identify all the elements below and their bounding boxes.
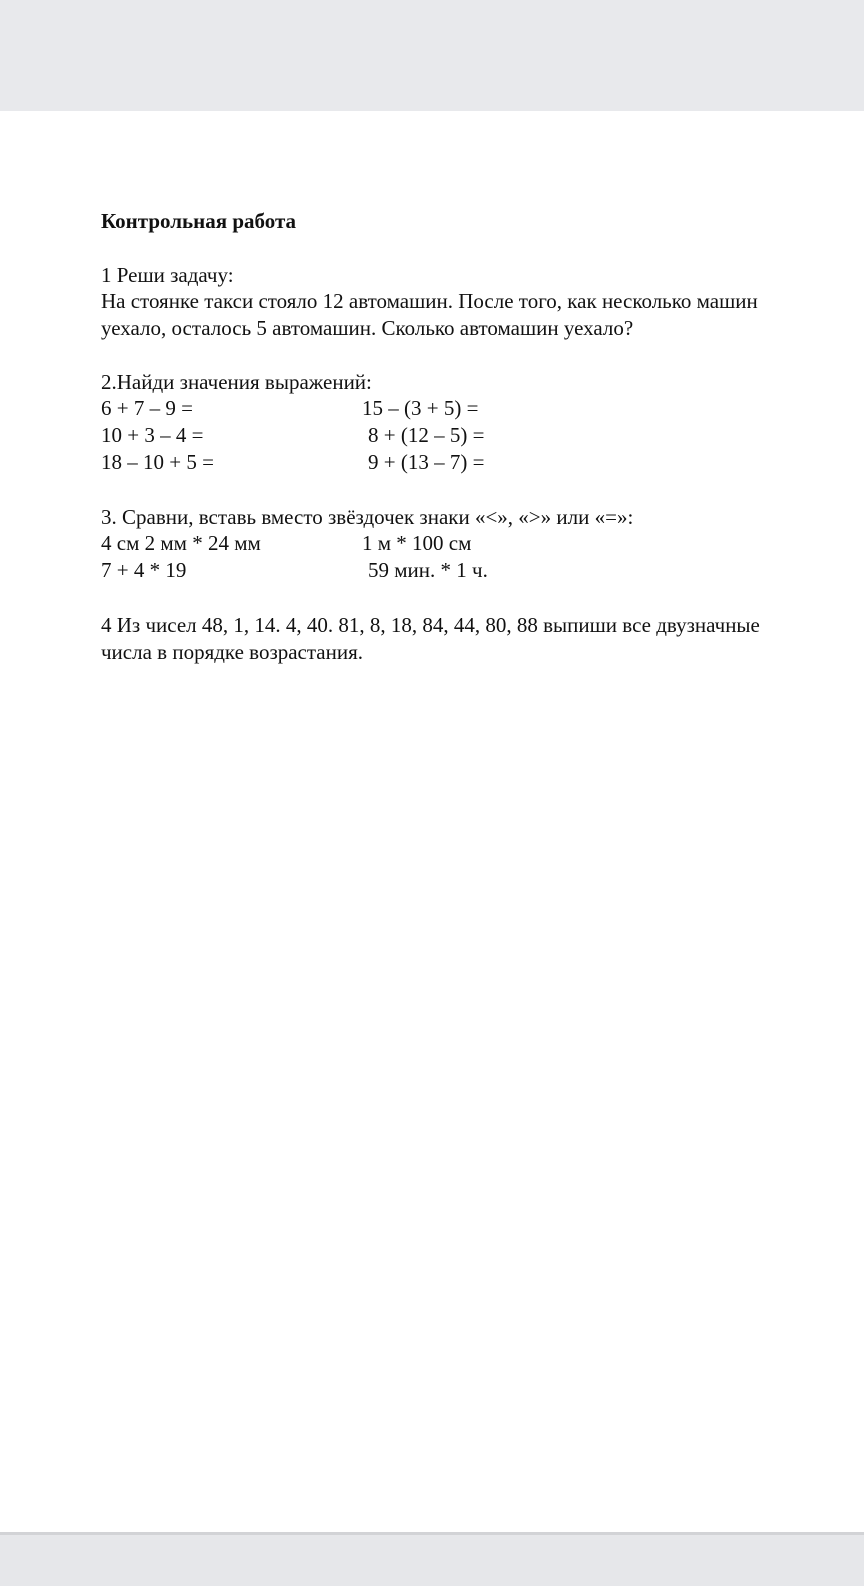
task2-left-1: 6 + 7 – 9 = — [101, 396, 193, 420]
task2-heading: 2.Найди значения выражений: — [101, 370, 372, 394]
task4-text-line2: числа в порядке возрастания. — [101, 640, 364, 664]
task3-left-1: 4 см 2 мм * 24 мм — [101, 531, 261, 555]
task3-right-1: 1 м * 100 см — [362, 531, 472, 555]
task3-right-2: 59 мин. * 1 ч. — [368, 558, 488, 582]
task3-heading: 3. Сравни, вставь вместо звёздочек знаки «<», «>» или «=»: — [101, 505, 634, 529]
viewer-bottom-bar — [0, 1532, 864, 1586]
task2-right-2: 8 + (12 – 5) = — [368, 423, 485, 447]
task1-heading: 1 Реши задачу: — [101, 263, 234, 287]
task1-text-line1: На стоянке такси стояло 12 автомашин. После того, как несколько машин — [101, 289, 758, 313]
viewer-top-bar — [0, 0, 864, 111]
task1-text-line2: уехало, осталось 5 автомашин. Сколько автомашин уехало? — [101, 316, 634, 340]
task3-left-2: 7 + 4 * 19 — [101, 558, 187, 582]
task2-left-2: 10 + 3 – 4 = — [101, 423, 204, 447]
task2-left-3: 18 – 10 + 5 = — [101, 450, 214, 474]
document-page — [0, 111, 864, 1532]
task2-right-1: 15 – (3 + 5) = — [362, 396, 479, 420]
task4-text-line1: 4 Из чисел 48, 1, 14. 4, 40. 81, 8, 18, 84, 44, 80, 88 выпиши все двузначные — [101, 613, 760, 637]
task2-right-3: 9 + (13 – 7) = — [368, 450, 485, 474]
document-title: Контрольная работа — [101, 209, 297, 233]
